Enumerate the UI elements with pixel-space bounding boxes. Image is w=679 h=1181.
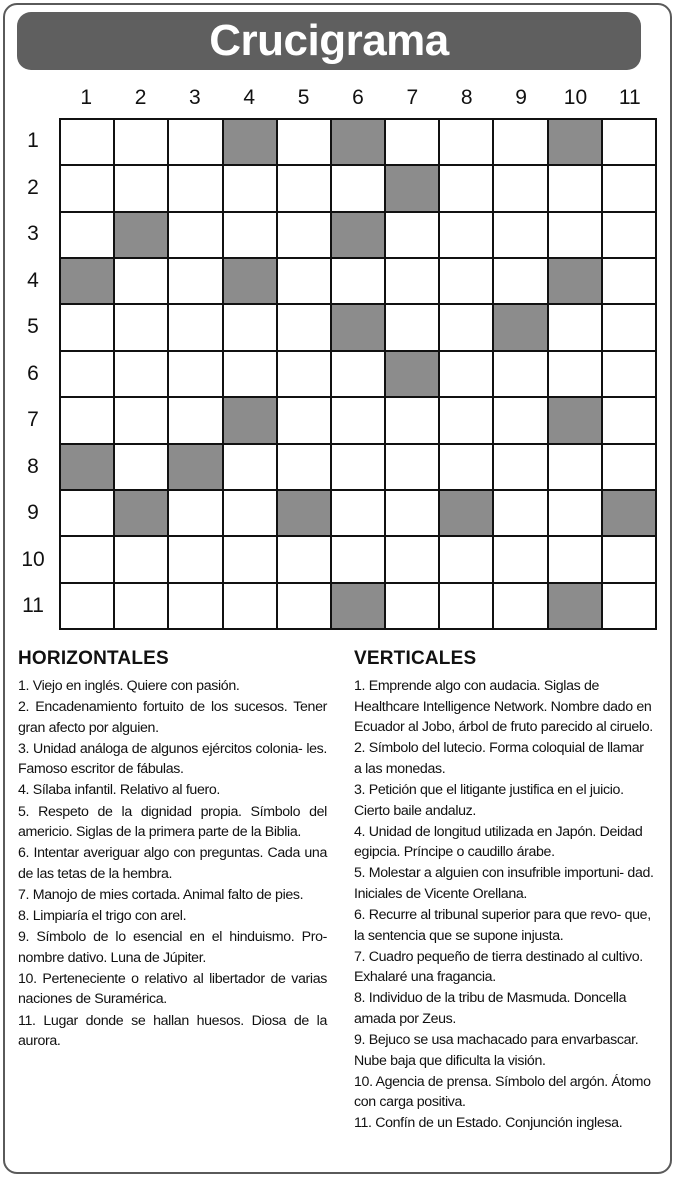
grid-input-cell[interactable] (332, 491, 384, 535)
grid-input-cell[interactable] (169, 259, 221, 303)
column-number: 5 (297, 86, 310, 109)
grid-block-cell (332, 120, 384, 164)
grid-block-cell (549, 584, 601, 628)
grid-input-cell[interactable] (115, 445, 167, 489)
grid-input-cell[interactable] (386, 445, 438, 489)
column-number: 2 (134, 86, 147, 109)
row-number: 1 (27, 129, 39, 152)
row-number: 10 (21, 547, 45, 571)
row-number: 5 (27, 315, 39, 339)
clue-h-6: 6. Intentar averiguar algo con preguntas. Cada una de las tetas de la hembra. (18, 845, 327, 882)
grid-input-cell[interactable] (386, 259, 438, 303)
grid-input-cell[interactable] (278, 305, 330, 349)
vertical-clues-heading: VERTICALES (354, 648, 477, 669)
grid-input-cell[interactable] (494, 213, 546, 257)
clue-v-7: 7. Cuadro pequeño de tierra destinado al cultivo. Exhalaré una fragancia. (354, 948, 643, 986)
grid-input-cell[interactable] (603, 213, 655, 257)
grid-block-cell (332, 584, 384, 628)
grid-input-cell[interactable] (603, 305, 655, 349)
grid-input-cell[interactable] (115, 537, 167, 581)
grid-input-cell[interactable] (224, 305, 276, 349)
grid-input-cell[interactable] (440, 259, 492, 303)
grid-input-cell[interactable] (278, 584, 330, 628)
clue-v-3: 3. Petición que el litigante justifica en el juicio. Cierto baile andaluz. (354, 781, 624, 819)
grid-input-cell[interactable] (224, 352, 276, 396)
grid-input-cell[interactable] (278, 537, 330, 581)
grid-input-cell[interactable] (603, 445, 655, 489)
column-number: 3 (189, 86, 201, 109)
grid-input-cell[interactable] (549, 305, 601, 349)
grid-input-cell[interactable] (278, 259, 330, 303)
grid-input-cell[interactable] (549, 537, 601, 581)
grid-input-cell[interactable] (115, 259, 167, 303)
grid-block-cell (61, 259, 113, 303)
column-number: 7 (406, 86, 419, 109)
vertical-clues-section (354, 648, 654, 1135)
grid-block-cell (115, 491, 167, 535)
grid-input-cell[interactable] (115, 352, 167, 396)
grid-block-cell (549, 259, 601, 303)
grid-input-cell[interactable] (549, 491, 601, 535)
clue-v-4: 4. Unidad de longitud utilizada en Japón. Deidad egipcia. Príncipe o caudillo árabe. (354, 823, 643, 861)
grid-input-cell[interactable] (224, 491, 276, 535)
grid-block-cell (386, 352, 438, 396)
grid-input-cell[interactable] (169, 584, 221, 628)
grid-block-cell (332, 305, 384, 349)
grid-input-cell[interactable] (386, 537, 438, 581)
grid-input-cell[interactable] (440, 352, 492, 396)
grid-input-cell[interactable] (494, 491, 546, 535)
grid-input-cell[interactable] (603, 398, 655, 442)
column-numbers (59, 84, 657, 112)
grid-input-cell[interactable] (603, 166, 655, 210)
grid-input-cell[interactable] (169, 213, 221, 257)
grid-input-cell[interactable] (61, 120, 113, 164)
row-number: 3 (27, 222, 39, 246)
grid-input-cell[interactable] (169, 537, 221, 581)
grid-input-cell[interactable] (332, 445, 384, 489)
grid-block-cell (115, 213, 167, 257)
grid-input-cell[interactable] (61, 491, 113, 535)
column-number: 11 (618, 86, 641, 109)
grid-input-cell[interactable] (549, 166, 601, 210)
clue-h-4: 4. Sílaba infantil. Relativo al fuero. (18, 782, 220, 799)
grid-input-cell[interactable] (61, 352, 113, 396)
clue-v-2: 2. Símbolo del lutecio. Forma coloquial de llamar a las monedas. (354, 740, 644, 777)
clue-v-6: 6. Recurre al tribunal superior para que revo- que, la sentencia que se supone injusta. (354, 907, 651, 944)
grid-block-cell (224, 120, 276, 164)
grid-input-cell[interactable] (115, 305, 167, 349)
grid-input-cell[interactable] (278, 398, 330, 442)
row-number: 6 (27, 361, 39, 385)
grid-input-cell[interactable] (332, 537, 384, 581)
grid-input-cell[interactable] (440, 537, 492, 581)
grid-block-cell (549, 398, 601, 442)
grid-input-cell[interactable] (440, 213, 492, 257)
grid-input-cell[interactable] (278, 445, 330, 489)
grid-block-cell (61, 445, 113, 489)
row-number: 9 (27, 501, 39, 525)
grid-input-cell[interactable] (494, 259, 546, 303)
grid-block-cell (332, 213, 384, 257)
grid-input-cell[interactable] (494, 584, 546, 628)
grid-input-cell[interactable] (278, 352, 330, 396)
clue-v-10: 10. Agencia de prensa. Símbolo del argón. Átomo con carga positiva. (354, 1073, 651, 1111)
grid-input-cell[interactable] (61, 584, 113, 628)
grid-input-cell[interactable] (115, 584, 167, 628)
grid-input-cell[interactable] (169, 305, 221, 349)
row-numbers (10, 118, 56, 630)
row-number: 2 (27, 175, 39, 199)
grid-input-cell[interactable] (386, 584, 438, 628)
grid-input-cell[interactable] (169, 166, 221, 210)
grid-input-cell[interactable] (169, 352, 221, 396)
grid-input-cell[interactable] (603, 259, 655, 303)
grid-input-cell[interactable] (278, 120, 330, 164)
clue-h-8: 8. Limpiaría el trigo con arel. (18, 908, 187, 925)
grid-input-cell[interactable] (169, 120, 221, 164)
row-number: 7 (27, 408, 39, 432)
grid-input-cell[interactable] (603, 584, 655, 628)
grid-input-cell[interactable] (603, 120, 655, 164)
grid-input-cell[interactable] (386, 491, 438, 535)
clue-v-8: 8. Individuo de la tribu de Masmuda. Doncella amada por Zeus. (354, 990, 627, 1027)
grid-input-cell[interactable] (440, 166, 492, 210)
grid-input-cell[interactable] (386, 398, 438, 442)
grid-input-cell[interactable] (494, 537, 546, 581)
column-number: 6 (352, 86, 364, 109)
grid-input-cell[interactable] (440, 120, 492, 164)
column-number: 9 (515, 86, 527, 109)
grid-block-cell (278, 491, 330, 535)
grid-input-cell[interactable] (386, 120, 438, 164)
grid-block-cell (549, 120, 601, 164)
grid-block-cell (224, 398, 276, 442)
row-number: 4 (27, 268, 39, 292)
clue-h-5: 5. Respeto de la dignidad propia. Símbolo del americio. Siglas de la primera parte de la Biblia. (18, 803, 327, 841)
clue-h-1: 1. Viejo en inglés. Quiere con pasión. (18, 678, 240, 694)
grid-input-cell[interactable] (494, 352, 546, 396)
grid-input-cell[interactable] (549, 352, 601, 396)
column-number: 4 (243, 86, 256, 109)
grid-input-cell[interactable] (224, 537, 276, 581)
column-number: 10 (563, 86, 588, 109)
clue-v-5: 5. Molestar a alguien con insufrible importuni- dad. Iniciales de Vicente Orellana. (354, 865, 654, 902)
clue-v-9: 9. Bejuco se usa machacado para envarbascar. Nube baja que dificulta la visión. (354, 1032, 639, 1069)
grid-input-cell[interactable] (386, 213, 438, 257)
grid-input-cell[interactable] (603, 537, 655, 581)
grid-input-cell[interactable] (278, 166, 330, 210)
column-number: 8 (460, 86, 473, 109)
grid-block-cell (494, 305, 546, 349)
grid-input-cell[interactable] (169, 398, 221, 442)
clue-h-3: 3. Unidad análoga de algunos ejércitos colonia- les. Famoso escritor de fábulas. (18, 740, 327, 778)
grid-input-cell[interactable] (332, 259, 384, 303)
clue-h-2: 2. Encadenamiento fortuito de los sucesos. Tener gran afecto por alguien. (18, 699, 327, 736)
grid-input-cell[interactable] (224, 213, 276, 257)
grid-input-cell[interactable] (549, 445, 601, 489)
grid-input-cell[interactable] (115, 166, 167, 210)
grid-input-cell[interactable] (61, 213, 113, 257)
crossword-grid (59, 118, 657, 630)
grid-input-cell[interactable] (440, 305, 492, 349)
page-title: Crucigrama (209, 16, 449, 65)
grid-input-cell[interactable] (332, 166, 384, 210)
clue-h-10: 10. Perteneciente o relativo al libertador de varias naciones de Suramérica. (18, 970, 327, 1008)
grid-input-cell[interactable] (224, 445, 276, 489)
column-number: 1 (80, 86, 93, 109)
grid-input-cell[interactable] (278, 213, 330, 257)
clue-h-9: 9. Símbolo de lo esencial en el hinduismo. Pro- nombre dativo. Luna de Júpiter. (18, 929, 327, 966)
clue-h-11: 11. Lugar donde se hallan huesos. Diosa de la aurora. (18, 1012, 327, 1050)
grid-input-cell[interactable] (494, 166, 546, 210)
grid-block-cell (169, 445, 221, 489)
horizontal-clues-heading: HORIZONTALES (18, 648, 169, 669)
grid-input-cell[interactable] (494, 398, 546, 442)
title-banner (17, 12, 641, 70)
grid-input-cell[interactable] (332, 398, 384, 442)
grid-input-cell[interactable] (440, 398, 492, 442)
grid-block-cell (386, 166, 438, 210)
clue-v-1: 1. Emprende algo con audacia. Siglas de Healthcare Intelligence Network. Nombre dado en Ecuador al Jobo, árbol de fruto parecido al ciruelo. (354, 678, 653, 736)
grid-input-cell[interactable] (603, 352, 655, 396)
clue-h-7: 7. Manojo de mies cortada. Animal falto de pies. (18, 886, 304, 903)
grid-input-cell[interactable] (115, 398, 167, 442)
row-number: 8 (27, 454, 39, 478)
grid-input-cell[interactable] (169, 491, 221, 535)
horizontal-clues-section (18, 648, 327, 1052)
grid-input-cell[interactable] (440, 584, 492, 628)
vertical-clues-list (354, 676, 654, 1134)
grid-block-cell (603, 491, 655, 535)
grid-input-cell[interactable] (224, 166, 276, 210)
row-number: 11 (22, 594, 44, 618)
grid-block-cell (440, 491, 492, 535)
grid-input-cell[interactable] (386, 305, 438, 349)
grid-input-cell[interactable] (61, 398, 113, 442)
horizontal-clues-list (18, 676, 327, 1052)
grid-block-cell (224, 259, 276, 303)
grid-input-cell[interactable] (549, 213, 601, 257)
grid-input-cell[interactable] (61, 305, 113, 349)
grid-input-cell[interactable] (61, 537, 113, 581)
grid-input-cell[interactable] (224, 584, 276, 628)
grid-input-cell[interactable] (494, 445, 546, 489)
grid-input-cell[interactable] (440, 445, 492, 489)
grid-input-cell[interactable] (332, 352, 384, 396)
clue-v-11: 11. Confín de un Estado. Conjunción inglesa. (354, 1115, 623, 1132)
grid-input-cell[interactable] (61, 166, 113, 210)
grid-input-cell[interactable] (115, 120, 167, 164)
grid-input-cell[interactable] (494, 120, 546, 164)
